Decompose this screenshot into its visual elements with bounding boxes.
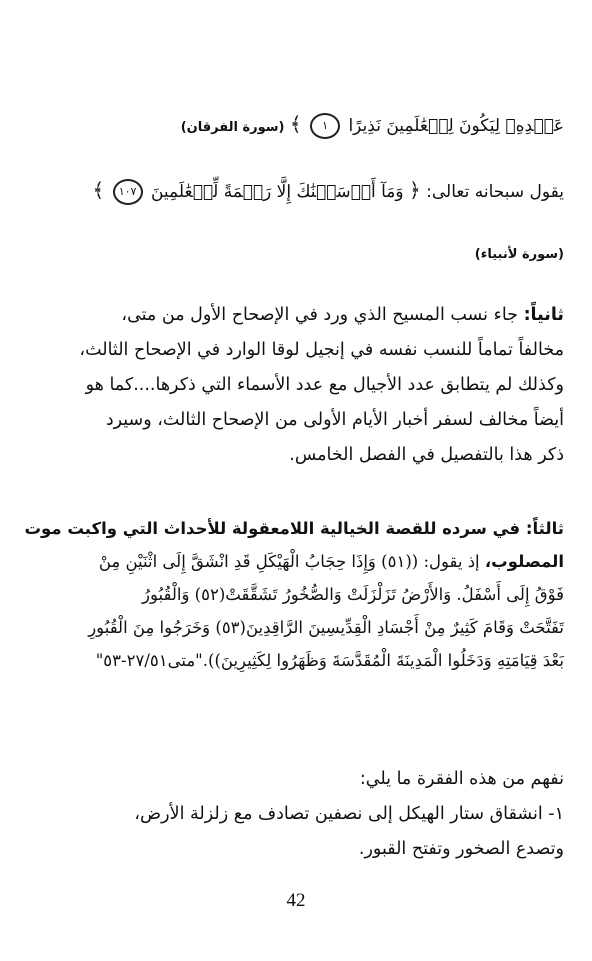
second-verse-line bbox=[28, 178, 564, 205]
quran-verse-text: وَمَآ أَرۡسَلۡنَٰكَ إِلَّا رَحۡمَةً لِّلۡعَٰلَمِينَ bbox=[150, 182, 404, 202]
quote-text: إذ يقول: ((٥١) وَإِذَا حِجَابُ الْهَيْكَلِ قَدِ انْشَقَّ إِلَى اثْنَيْنِ مِنْ bbox=[98, 552, 480, 571]
second-point-paragraph bbox=[24, 298, 564, 473]
paragraph-line: ذكر هذا بالتفصيل في الفصل الخامس. bbox=[289, 445, 564, 465]
quote-line: فَوْقُ إِلَى أَسْفَلُ. وَالأَرْضُ تَزَلْزَلَتْ وَالصُّخُورُ تَشَقَّقَتْ(٥٢) وَالْقُبُورُ bbox=[142, 585, 564, 604]
surah-reference: (سورة لأنبياء) bbox=[474, 247, 564, 262]
heading-text: في سرده للقصة الخيالية اللامعقولة للأحداث التي واكبت موت bbox=[24, 519, 521, 538]
paragraph-line bbox=[24, 512, 564, 545]
top-verse-line bbox=[28, 112, 564, 139]
opening-quran-bracket: ﴿ bbox=[409, 178, 421, 202]
ayah-number-marker: ١ bbox=[310, 113, 340, 139]
understanding-section bbox=[24, 762, 564, 867]
line-text: جاء نسب المسيح الذي ورد في الإصحاح الأول من متى، bbox=[121, 305, 518, 325]
ayah-number-marker: ١٠٧ bbox=[113, 179, 143, 205]
closing-quran-bracket: ﴾ bbox=[289, 112, 302, 136]
quote-line: بَعْدَ قِيَامَتِهِ وَدَخَلُوا الْمَدِينَةَ الْمُقَدَّسَةَ وَظَهَرُوا لِكَثِيرِينَ))."متى٢٧/٥١-٥٣" bbox=[95, 651, 564, 670]
section-intro: نفهم من هذه الفقرة ما يلي: bbox=[359, 769, 564, 789]
page-number: 42 bbox=[286, 890, 306, 911]
verse-intro: يقول سبحانه تعالى: bbox=[426, 182, 564, 202]
quran-verse-text: عَبۡدِهِۦ لِيَكُونَ لِلۡعَٰلَمِينَ نَذِيرًا bbox=[348, 116, 564, 136]
paragraph-line bbox=[24, 298, 564, 333]
heading-text: المصلوب، bbox=[484, 552, 564, 571]
quote-line: تَفَتَّحَتْ وَقَامَ كَثِيرٌ مِنْ أَجْسَادِ الْقِدِّيسِينَ الرَّاقِدِينَ(٥٣) وَخَرَجُوا مِنَ الْقُبُورِ bbox=[88, 618, 564, 637]
list-item-line: وتصدع الصخور وتفتح القبور. bbox=[358, 839, 564, 859]
second-verse-reference bbox=[28, 243, 564, 262]
list-item-line: ١- انشقاق ستار الهيكل إلى نصفين تصادف مع زلزلة الأرض، bbox=[134, 804, 564, 824]
paragraph-line bbox=[24, 545, 564, 578]
paragraph-line: مخالفاً تماماً للنسب نفسه في إنجيل لوقا الوارد في الإصحاح الثالث، bbox=[79, 340, 564, 360]
paragraph-line: أيضاً مخالف لسفر أخبار الأيام الأولى من الإصحاح الثالث، وسيرد bbox=[105, 410, 564, 430]
paragraph-line: وكذلك لم يتطابق عدد الأجيال مع عدد الأسماء التي ذكرها....كما هو bbox=[85, 375, 564, 395]
surah-reference: (سورة الفرقان) bbox=[180, 120, 285, 135]
closing-quran-bracket: ﴾ bbox=[92, 178, 105, 202]
point-label: ثالثاً: bbox=[525, 519, 564, 538]
third-point-paragraph bbox=[24, 512, 564, 677]
point-label: ثانياً: bbox=[523, 305, 564, 325]
